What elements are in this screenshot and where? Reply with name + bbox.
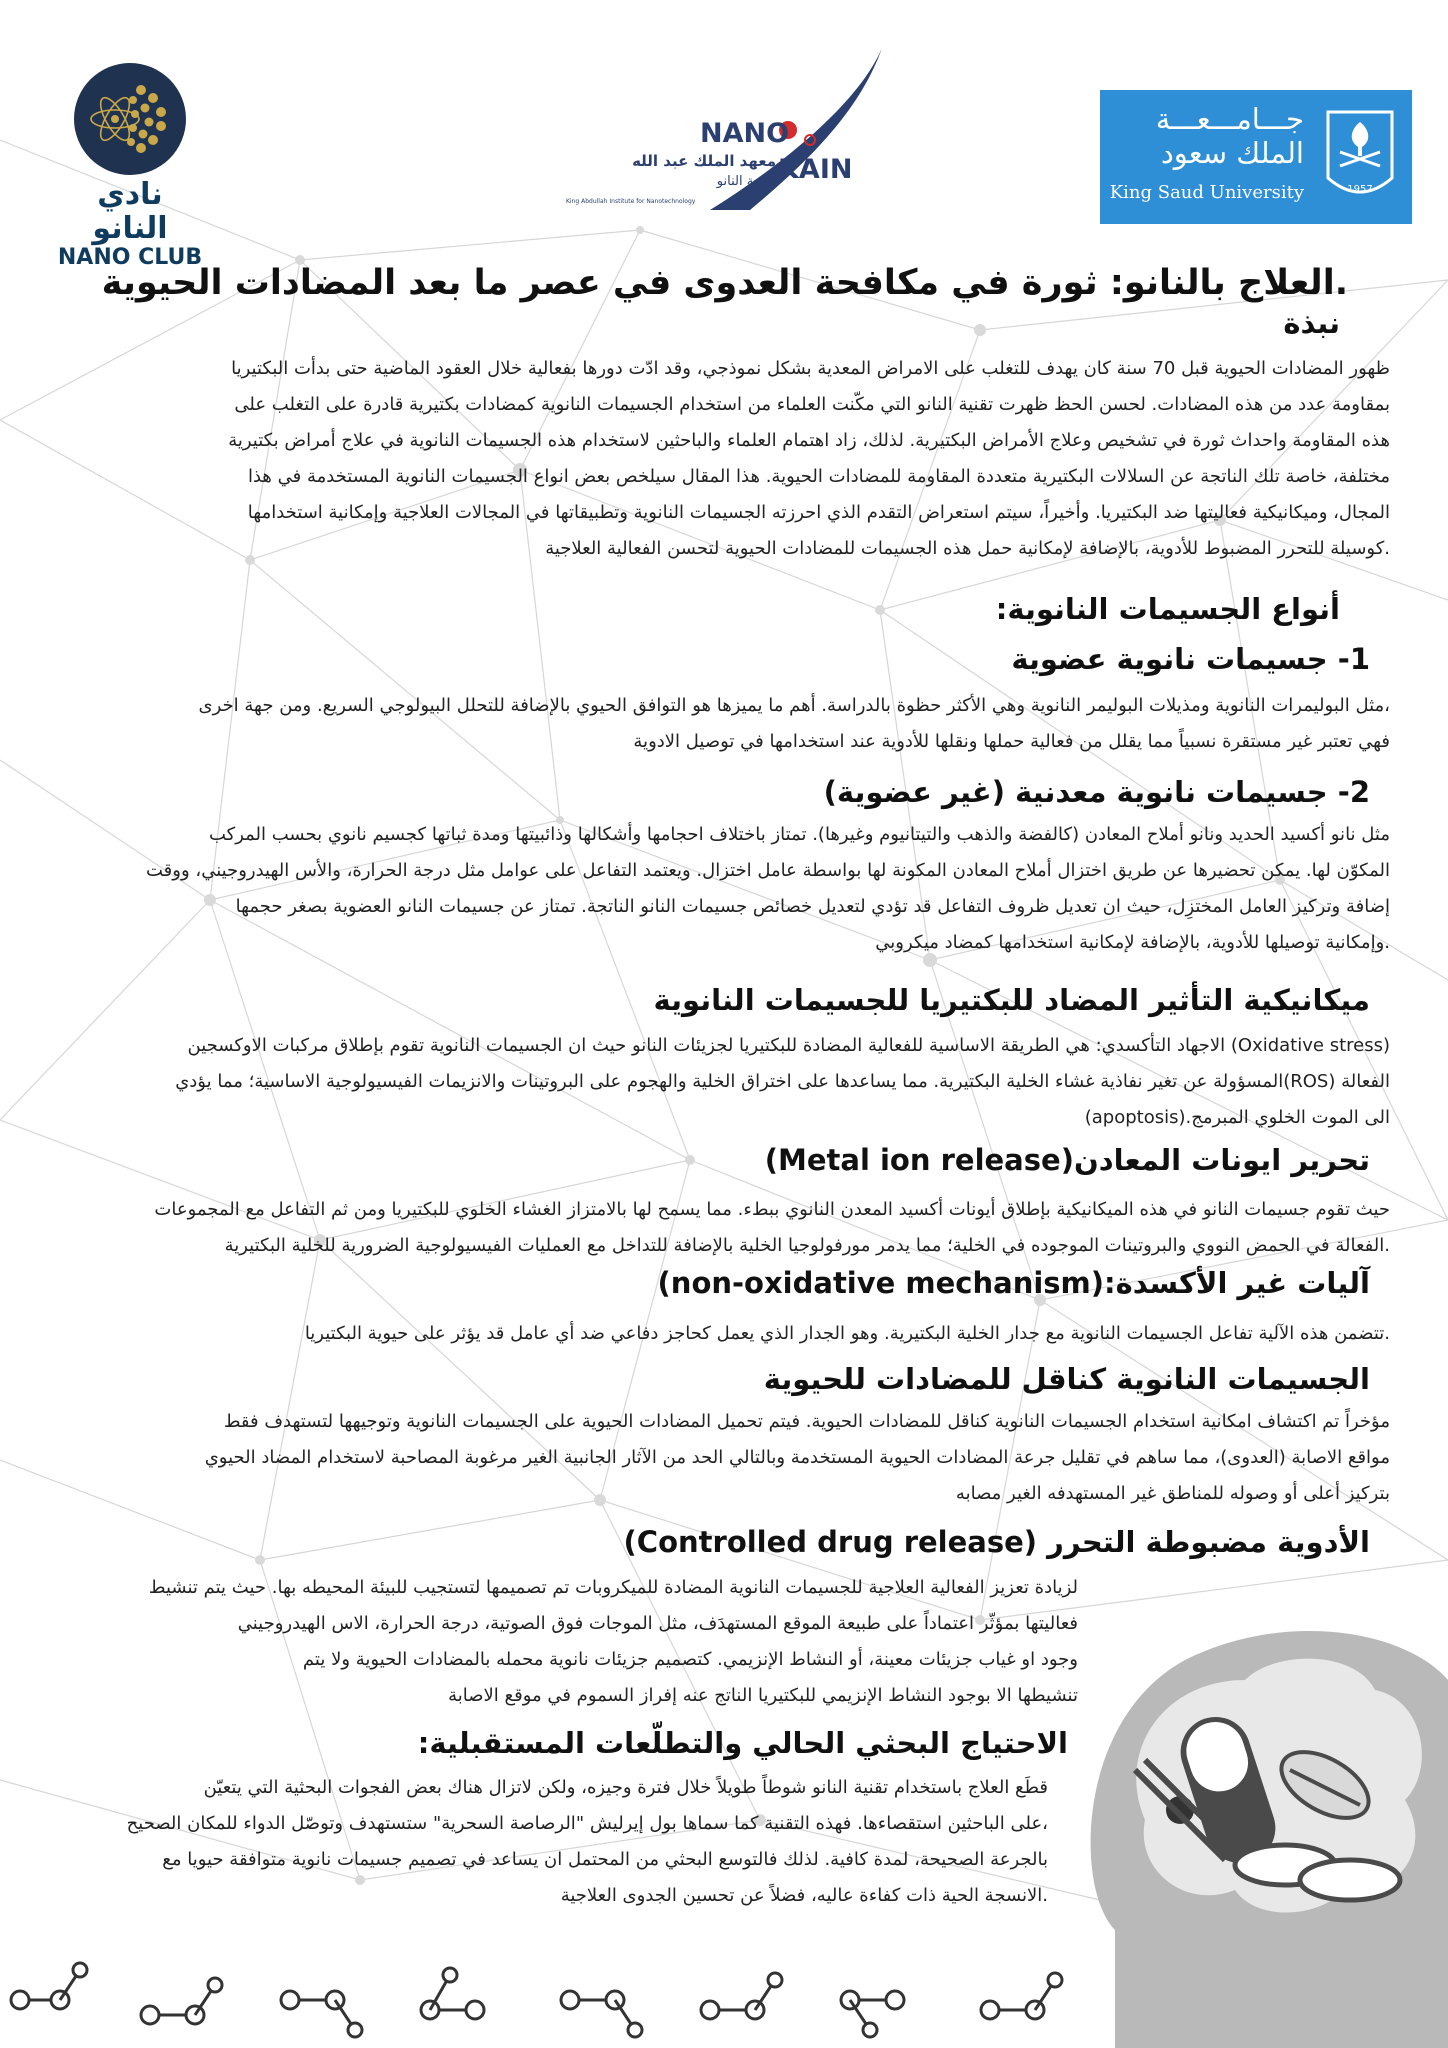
section-body-metal-ion <box>50 1192 1390 1264</box>
section-body-mechanism <box>50 1028 1390 1136</box>
section-heading-carrier: الجسيمات النانوية كناقل للمضادات للحيوية <box>763 1362 1370 1396</box>
body-line: .الانسجة الحية ذات كفاءة عاليه، فضلاً عن تحسين الجدوى العلاجية <box>560 1885 1048 1906</box>
body-line: مختلفة، خاصة تلك الناتجة عن السلالات البكتيرية متعددة المقاومة للمضادات الحيوية. هذا المقال سيلخص بعض انواع الجسيمات النانوية المستخدمة في هذا <box>247 466 1390 487</box>
body-line: مثل نانو أكسيد الحديد ونانو أملاح المعادن (كالفضة والذهب والتيتانيوم وغيرها). تمتاز باختلاف احجامها وأشكالها وذائبيتها ومدة ثباتها كجسيم نانوي بحسب المركب <box>208 824 1390 845</box>
body-line: الى الموت الخلوي المبرمج.(apoptosis) <box>1084 1107 1390 1128</box>
ksu-english: King Saud University <box>1109 182 1304 203</box>
section-heading-controlled-release: الأدوية مضبوطة التحرر (Controlled drug release) <box>623 1525 1370 1559</box>
section-heading-metallic: 2- جسيمات نانوية معدنية (غير عضوية) <box>823 775 1370 809</box>
body-line: بمقاومة عدد من هذه المضادات. لحسن الحظ ظهرت تقنية النانو التي مكّنت العلماء من استخدام الجسيمات النانوية كمضادات بكتيرية قادرة على التغلب على <box>234 394 1390 415</box>
ksu-year: 1957 <box>1347 184 1373 195</box>
section-heading-future: الاحتياج البحثي الحالي والتطلّعات المستقبلية: <box>417 1726 1068 1760</box>
article-title: .العلاج بالنانو: ثورة في مكافحة العدوى في عصر ما بعد المضادات الحيوية <box>101 263 1348 303</box>
body-line: مؤخراً تم اكتشاف امكانية استخدام الجسيمات النانوية كناقل للمضادات الحيوية. فيتم تحميل المضادات الحيوية على الجسيمات النانوية وتوجيهها لتستهدف فقط <box>223 1411 1390 1432</box>
section-body-non-oxidative <box>50 1316 1390 1352</box>
body-line: بتركيز أعلى أو وصوله للمناطق غير المستهدفه الغير مصابه <box>955 1483 1390 1504</box>
section-body-intro <box>50 351 1390 567</box>
kain-english: King Abdullah Institute for Nanotechnology <box>566 198 696 205</box>
body-line: فعاليتها بمؤثّر اعتماداً على طبيعة الموقع المستهدَف، مثل الموجات فوق الصوتية، درجة الحرارة، الاس الهيدروجيني <box>237 1613 1078 1634</box>
section-heading-mechanism: ميكانيكية التأثير المضاد للبكتيريا للجسيمات النانوية <box>653 983 1370 1017</box>
section-body-organic <box>50 688 1390 760</box>
nano-club-english: NANO CLUB <box>57 245 203 270</box>
kain-kain-text: KAIN <box>778 154 853 185</box>
body-line: ظهور المضادات الحيوية قبل 70 سنة كان يهدف للتغلب على الامراض المعدية بشكل نموذجي، وقد ادّت دورها بفعالية خلال العقود الماضية حتى بدأت البكتيريا <box>231 358 1390 379</box>
body-line: المجال، وميكانيكية فعاليتها ضد البكتيريا. وأخيراً، سيتم استعراض التقدم الذي احرزته الجسيمات النانوية وتطبيقاتها في المجالات العلاجية وإمكانية استخدامها <box>247 502 1390 523</box>
kain-nano-text: NANO <box>700 118 790 149</box>
body-line: لزيادة تعزيز الفعالية العلاجية للجسيمات النانوية المضادة للميكروبات تم تصميمها لتستجيب للبيئة المحيطه بها. حيث يتم تنشيط <box>148 1577 1078 1598</box>
kain-arabic-line1: معهد الملك عبد الله <box>632 152 776 170</box>
body-line: ،على الباحثين استقصاءها. فهذه التقنية كما سماها بول إيرليش "الرصاصة السحرية" ستستهدف وتوصّل الدواء للمكان الصحيح <box>126 1813 1048 1834</box>
body-line: مواقع الاصابة (العدوى)، مما ساهم في تقليل جرعة المضادات الحيوية المستخدمة وبالتالي الحد من الآثار الجانبية الغير مرغوبة المصاحبة لاستخدام المضاد الحيوي <box>204 1447 1390 1468</box>
body-line: .وإمكانية توصيلها للأدوية، بالإضافة لإمكانية استخدامها كمضاد ميكروبي <box>875 932 1390 953</box>
section-body-future <box>48 1770 1048 1914</box>
body-line: إضافة وتركيز العامل المختزِل، حيث ان تعديل ظروف التفاعل قد تؤدي لتعديل خصائص جسيمات النانو الناتجة. تمتاز عن جسيمات النانو العضوية بصغر حجمها <box>235 896 1390 917</box>
body-line: .كوسيلة للتحرر المضبوط للأدوية، بالإضافة لإمكانية حمل هذه الجسيمات للمضادات الحيوية لتحسن الفعالية العلاجية <box>545 538 1390 559</box>
body-line: بالجرعة الصحيحة، لمدة كافية. لذلك فالتوسع البحثي من المحتمل ان يساعد في تصميم جسيمات نانوية متوافقة حيويا مع <box>162 1849 1048 1870</box>
ksu-arabic-line1: جـــامـــعـــة <box>1155 102 1304 136</box>
body-line: وجود او غياب جزيئات معينة، أو النشاط الإنزيمي. كتصميم جزيئات نانوية محمله بالمضادات الحيوية ولا يتم <box>302 1649 1078 1670</box>
section-body-carrier <box>50 1404 1390 1512</box>
kain-arabic-line2: لتقنية النانو <box>716 174 776 189</box>
body-line: الفعالة (ROS)المسؤولة عن تغير نفاذية غشاء الخلية البكتيرية. مما يساعدها على اختراق الخلية والهجوم على البروتينات والانزيمات الفيسيولوجية الاساسية؛ مما يؤدي <box>175 1071 1390 1092</box>
body-line: .تتضمن هذه الآلية تفاعل الجسيمات النانوية مع جدار الخلية البكتيرية. وهو الجدار الذي يعمل كحاجز دفاعي ضد أي عامل قد يؤثر على حيوية البكتيريا <box>304 1323 1390 1344</box>
section-heading-organic: 1- جسيمات نانوية عضوية <box>1011 642 1370 676</box>
section-body-controlled-release <box>58 1570 1078 1714</box>
section-heading-metal-ion: تحرير ايونات المعادن(Metal ion release) <box>764 1143 1370 1177</box>
body-line: هذه المقاومة واحداث ثورة في تشخيص وعلاج الأمراض البكتيرية. لذلك، زاد اهتمام العلماء والباحثين لاستخدام هذه الجسيمات النانوية في علاج أمراض بكتيرية <box>228 430 1390 451</box>
ksu-arabic-line2: الملك سعود <box>1160 136 1304 170</box>
section-heading-intro: نبذة <box>1283 306 1340 340</box>
body-line: قطَع العلاج باستخدام تقنية النانو شوطاً طويلاً خلال فترة وجيزه، ولكن لاتزال هناك بعض الفجوات البحثية التي يتعيّن <box>203 1777 1048 1798</box>
section-body-metallic <box>50 817 1390 961</box>
body-line: فهي تعتبر غير مستقرة نسبياً مما يقلل من فعالية حملها ونقلها للأدوية عند استخدامها في توصيل الادوية <box>633 731 1390 752</box>
body-line: (Oxidative stress) الاجهاد التأكسدي: هي الطريقة الاساسية للفعالية المضادة للبكتيريا لجزيئات النانو حيث ان الجسيمات النانوية تقوم بإطلاق مركبات الاوكسجين <box>187 1035 1390 1056</box>
body-line: .الفعالة في الحمض النووي والبروتينات الموجوده في الخلية؛ مما يدمر مورفولوجيا الخلية بالإضافة للتداخل مع العمليات الفيسيولوجية الضرورية للخلية البكتيرية <box>224 1235 1390 1256</box>
body-line: المكوّن لها. يمكن تحضيرها عن طريق اختزال أملاح المعادن المكونة لها بواسطة عامل اختزال. ويعتمد التفاعل على عوامل مثل درجة الحرارة، والأس الهيدروجيني، ووقت <box>146 860 1390 881</box>
body-line: تنشيطها الا بوجود النشاط الإنزيمي للبكتيريا الناتج عنه إفراز السموم في موقع الاصابة <box>448 1685 1078 1706</box>
section-heading-types: أنواع الجسيمات النانوية: <box>995 592 1340 626</box>
nano-club-arabic: نادي النانو <box>92 177 168 246</box>
section-heading-non-oxidative: آليات غير الأكسدة:(non-oxidative mechanism) <box>657 1266 1370 1300</box>
body-line: حيث تقوم جسيمات النانو في هذه الميكانيكية بإطلاق أيونات أكسيد المعدن النانوي ببطء. مما يسمح لها بالامتزاز الغشاء الخلوي للبكتيريا ومن ثم التفاعل مع المجموعات <box>154 1199 1390 1220</box>
body-line: ،مثل البوليمرات النانوية ومذيلات البوليمر النانوية وهي الأكثر حظوة بالدراسة. أهم ما يميزها هو التوافق الحيوي بالإضافة للتحلل البيولوجي السريع. ومن جهة اخرى <box>198 695 1390 716</box>
